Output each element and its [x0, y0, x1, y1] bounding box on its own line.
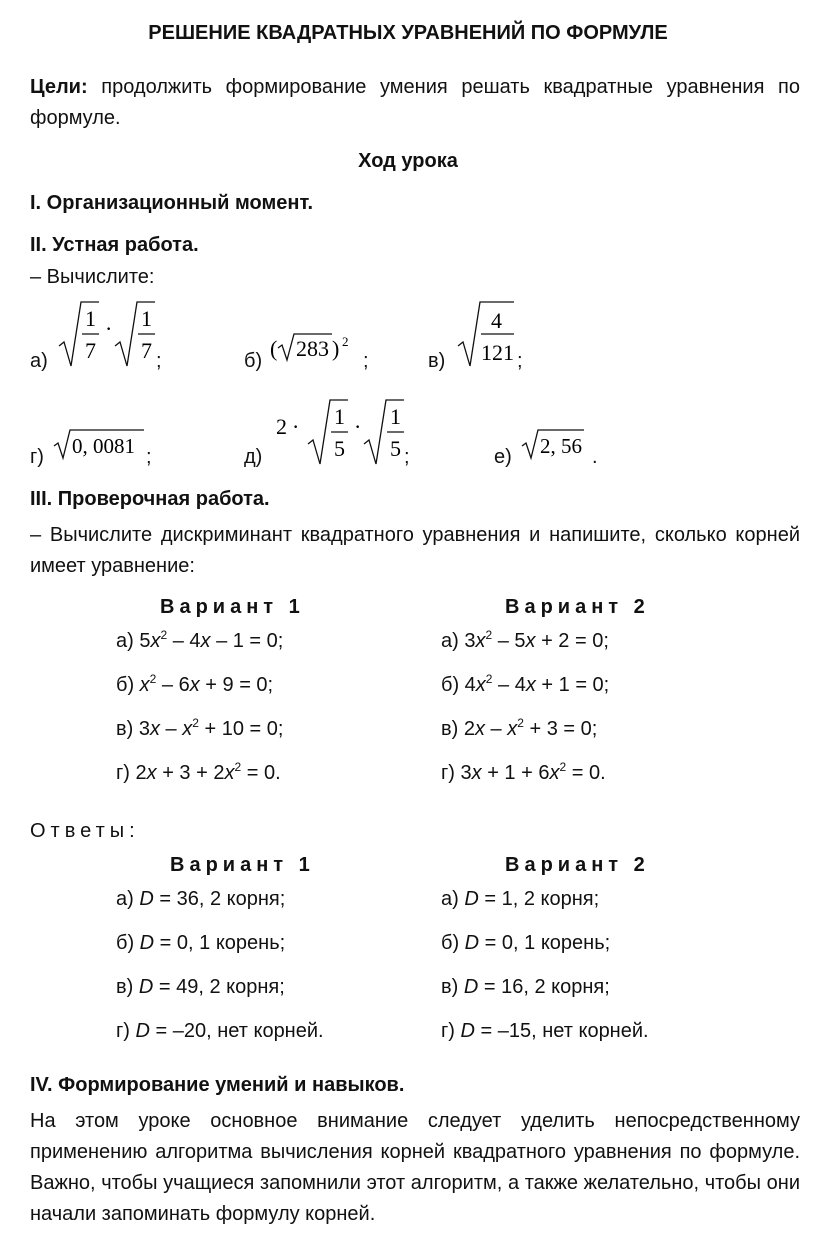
answer-v1-b: б) D = 0, 1 корень;: [116, 932, 286, 954]
answer-v2-v: в) D = 16, 2 корня;: [441, 976, 610, 998]
equation-v1-b: б) $x^2 - 6x + 9 = 0$;: [116, 672, 274, 696]
answer-v1-g: г) D = –20, нет корней.: [116, 1020, 324, 1042]
svg-text:2: 2: [342, 334, 349, 349]
item-g-label: г): [30, 446, 44, 468]
section-3-heading: III. Проверочная работа.: [30, 488, 270, 510]
svg-text:·: ·: [354, 414, 362, 439]
variant-2-heading: Вариант 2: [505, 596, 650, 618]
svg-text:·: ·: [105, 316, 113, 341]
final-paragraph: На этом уроке основное внимание следует уделить непосредственному применению алгоритма вычисления корней квадратного уравнения по формуле. Важно, чтобы учащиеся запомнили этот алгоритм, а также желательно, чтобы они начали запоминать формулу корней.: [30, 1110, 800, 1225]
item-a-semicolon: ;: [156, 350, 162, 372]
section-1-heading: I. Организационный момент.: [30, 192, 314, 214]
answer-v1-a: а) D = 36, 2 корня;: [116, 888, 286, 910]
svg-text:): ): [332, 336, 340, 361]
item-b-semicolon: ;: [363, 350, 369, 372]
svg-text:5: 5: [334, 436, 345, 461]
section-4-heading: IV. Формирование умений и навыков.: [30, 1074, 405, 1096]
answer-v2-a: а) D = 1, 2 корня;: [441, 888, 600, 910]
compute-label: – Вычислите:: [30, 266, 155, 288]
goals-text: продолжить формирование умения решать квадратные уравнения по формуле.: [30, 76, 800, 129]
equation-v1-a: а) $5x^2 - 4x - 1 = 0$;: [116, 628, 284, 652]
item-a-label: а): [30, 350, 48, 372]
answers-variant-1-heading: Вариант 1: [170, 854, 315, 876]
svg-text:0, 0081: 0, 0081: [72, 434, 135, 458]
svg-text:·: ·: [292, 414, 300, 439]
equation-v2-a: а) $3x^2 - 5x + 2 = 0$;: [441, 628, 609, 652]
item-v-semicolon: ;: [517, 350, 523, 372]
svg-text:4: 4: [491, 308, 502, 333]
equation-v2-b: б) $4x^2 - 4x + 1 = 0$;: [441, 672, 610, 696]
answers-label: Ответы:: [30, 820, 140, 842]
equation-v1-v: в) $3x - x^2 + 10 = 0$;: [116, 716, 284, 740]
page-title: РЕШЕНИЕ КВАДРАТНЫХ УРАВНЕНИЙ ПО ФОРМУЛЕ: [148, 22, 668, 44]
svg-text:1: 1: [85, 306, 96, 331]
svg-text:2, 56: 2, 56: [540, 434, 582, 458]
svg-text:2: 2: [276, 414, 287, 439]
svg-text:121: 121: [481, 340, 514, 365]
item-b-formula: [266, 328, 366, 368]
goals-label: Цели:: [30, 76, 88, 98]
svg-text:1: 1: [334, 404, 345, 429]
item-b-label: б): [244, 350, 263, 372]
answers-variant-2-heading: Вариант 2: [505, 854, 650, 876]
item-d-semicolon: ;: [404, 446, 410, 468]
answer-v2-g: г) D = –15, нет корней.: [441, 1020, 649, 1042]
section-2-heading: II. Устная работа.: [30, 234, 199, 256]
goals-paragraph: [30, 72, 800, 134]
equation-v2-g: г) $3x + 1 + 6x^2 = 0$.: [441, 760, 606, 784]
svg-text:7: 7: [141, 338, 152, 363]
task-3-text: – Вычислите дискриминант квадратного уравнения и напишите, сколько корней имеет уравнение:: [30, 524, 800, 577]
equation-v2-v: в) $2x - x^2 + 3 = 0$;: [441, 716, 598, 740]
item-e-period: .: [592, 446, 598, 468]
item-e-formula: [520, 424, 590, 464]
lesson-heading: Ход урока: [358, 150, 458, 172]
item-g-semicolon: ;: [146, 446, 152, 468]
item-d-formula: [270, 394, 410, 474]
svg-text:1: 1: [390, 404, 401, 429]
svg-text:283: 283: [296, 336, 329, 361]
item-g-formula: [52, 424, 152, 464]
answer-v2-b: б) D = 0, 1 корень;: [441, 932, 611, 954]
item-v-formula: [454, 296, 524, 376]
item-e-label: е): [494, 446, 512, 468]
equation-v1-g: г) $2x + 3 + 2x^2 = 0$.: [116, 760, 281, 784]
svg-text:1: 1: [141, 306, 152, 331]
svg-text:7: 7: [85, 338, 96, 363]
item-d-label: д): [244, 446, 263, 468]
svg-text:5: 5: [390, 436, 401, 461]
svg-text:(: (: [270, 336, 278, 361]
answer-v1-v: в) D = 49, 2 корня;: [116, 976, 285, 998]
variant-1-heading: Вариант 1: [160, 596, 305, 618]
item-v-label: в): [428, 350, 446, 372]
